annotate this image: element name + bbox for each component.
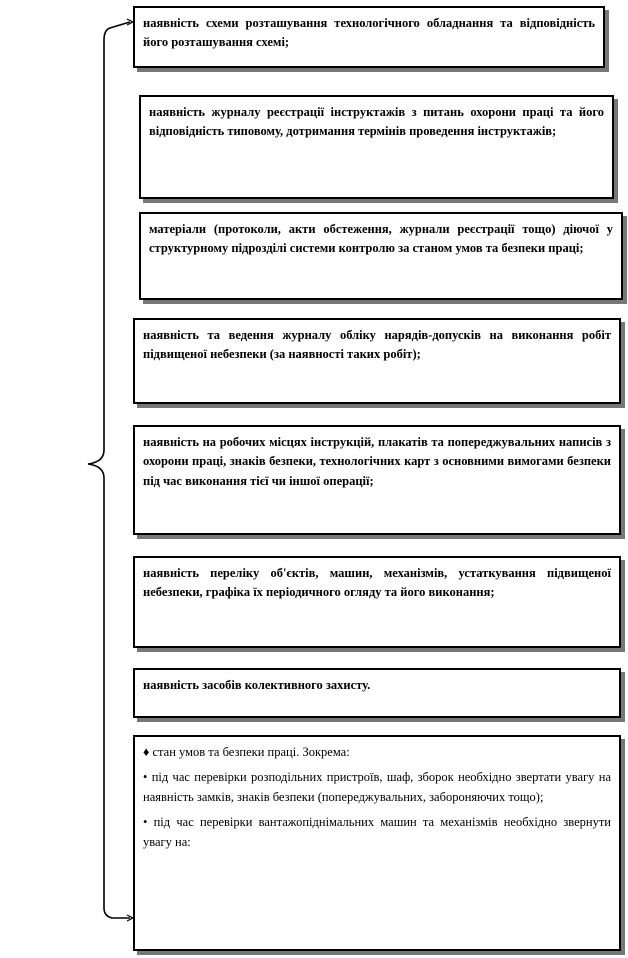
item-box-6 (133, 556, 621, 648)
item-box-3 (139, 212, 623, 300)
item-box-2 (139, 95, 614, 199)
item-text-1: наявність схеми розташування технологічного обладнання та відповідність його розташування схемі; (143, 16, 595, 50)
item-box-1 (133, 6, 605, 68)
item-box-4 (133, 318, 621, 404)
item-box-7 (133, 668, 621, 718)
item-text-5: наявність на робочих місцях інструкцій, плакатів та попереджувальних написів з охорони праці, знаків безпеки, технологічних карт з основними вимогами безпеки під час виконання тієї чи іншої операції; (143, 435, 611, 488)
item-text-4: наявність та ведення журналу обліку нарядів-допусків на виконання робіт підвищеної небезпеки (за наявності таких робіт); (143, 328, 611, 362)
final-text-3: • під час перевірки вантажопіднімальних машин та механізмів необхідно звернути увагу на: (143, 815, 611, 849)
item-text-7: наявність засобів колективного захисту. (143, 678, 371, 692)
item-text-2: наявність журналу реєстрації інструктажів з питань охорони праці та його відповідність типовому, дотримання термінів проведення інструктажів; (149, 105, 604, 139)
item-text-6: наявність переліку об'єктів, машин, механізмів, устаткування підвищеної небезпеки, графіка їх періодичного огляду та його виконання; (143, 566, 611, 600)
final-text-1: ♦ стан умов та безпеки праці. Зокрема: (143, 745, 350, 759)
item-box-5 (133, 425, 621, 535)
final-text-2: • під час перевірки розподільних пристроїв, шаф, зборок необхідно звертати увагу на наявність замків, знаків безпеки (попереджувальних, забороняючих тощо); (143, 770, 611, 804)
left-brace (0, 0, 140, 958)
item-text-3: матеріали (протоколи, акти обстеження, журнали реєстрації тощо) діючої у структурному підрозділі системи контролю за станом умов та безпеки праці; (149, 222, 613, 256)
item-box-8 (133, 735, 621, 951)
